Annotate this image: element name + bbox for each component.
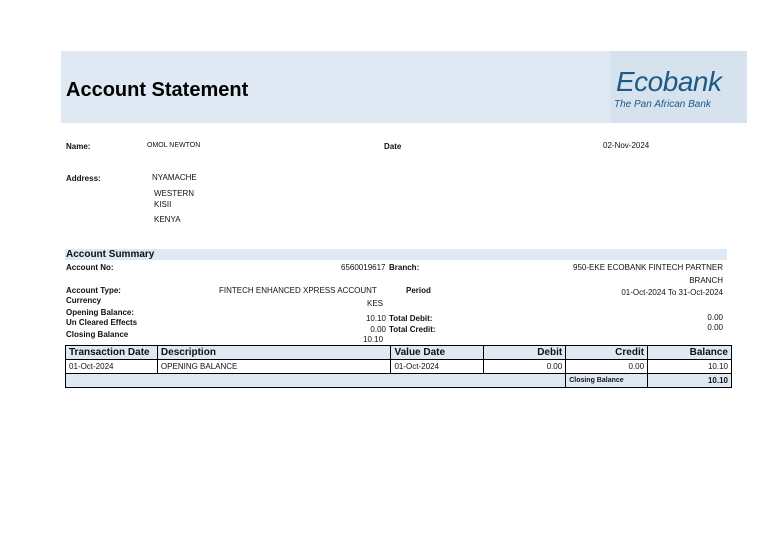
total-debit: 0.00 <box>707 313 723 322</box>
currency-value: KES <box>367 299 384 308</box>
opening-balance-label: Opening Balance: <box>66 308 135 317</box>
account-no: 6560019617 <box>341 263 386 272</box>
branch-name: 950-EKE ECOBANK FINTECH PARTNER <box>573 263 723 272</box>
account-type-label: Account Type: <box>66 286 121 295</box>
cell-credit: 0.00 <box>566 360 648 374</box>
currency-label: Currency <box>66 296 102 305</box>
table-row <box>66 360 732 374</box>
col-credit: Credit <box>566 346 648 360</box>
statement-date: 02-Nov-2024 <box>603 141 650 150</box>
name-label: Name: <box>66 142 91 151</box>
cell-balance: 10.10 <box>648 360 732 374</box>
closing-row-value: 10.10 <box>648 374 732 388</box>
total-debit-label: Total Debit: <box>389 314 433 323</box>
address-line: KISII <box>154 200 172 209</box>
statement-period: 01-Oct-2024 To 31-Oct-2024 <box>621 288 723 297</box>
date-label: Date <box>384 142 402 151</box>
period-label: Period <box>406 286 431 295</box>
branch-name-cont: BRANCH <box>689 276 723 285</box>
col-transaction-date: Transaction Date <box>66 346 158 360</box>
account-type: FINTECH ENHANCED XPRESS ACCOUNT <box>219 286 377 295</box>
address-line: KENYA <box>154 215 181 224</box>
summary-header-bar <box>65 249 727 260</box>
col-balance: Balance <box>648 346 732 360</box>
cell-description: OPENING BALANCE <box>157 360 391 374</box>
customer-name: OMOL NEWTON <box>147 142 201 149</box>
total-credit: 0.00 <box>707 323 723 332</box>
logo-wordmark: Ecobank <box>616 66 722 97</box>
opening-balance: 10.10 <box>365 314 386 323</box>
closing-balance: 10.10 <box>363 335 384 344</box>
cell-debit: 0.00 <box>484 360 566 374</box>
total-credit-label: Total Credit: <box>389 325 436 334</box>
logo-tagline: The Pan African Bank <box>614 99 711 110</box>
closing-row-spacer <box>66 374 566 388</box>
col-description: Description <box>157 346 391 360</box>
cell-transaction-date: 01-Oct-2024 <box>66 360 158 374</box>
col-value-date: Value Date <box>391 346 484 360</box>
address-line: WESTERN <box>154 189 194 198</box>
account-no-label: Account No: <box>66 263 114 272</box>
uncleared-label: Un Cleared Effects <box>66 318 138 327</box>
closing-balance-row <box>66 374 732 388</box>
cell-value-date: 01-Oct-2024 <box>391 360 484 374</box>
table-header-row <box>66 346 732 360</box>
address-line: NYAMACHE <box>152 173 197 182</box>
col-debit: Debit <box>484 346 566 360</box>
uncleared-effects: 0.00 <box>370 325 386 334</box>
page-title: Account Statement <box>66 79 249 101</box>
branch-label: Branch: <box>389 263 420 272</box>
closing-row-label: Closing Balance <box>566 374 648 388</box>
closing-balance-label: Closing Balance <box>66 330 129 339</box>
transactions-table <box>65 345 732 388</box>
address-label: Address: <box>66 174 101 183</box>
summary-title: Account Summary <box>66 249 155 260</box>
